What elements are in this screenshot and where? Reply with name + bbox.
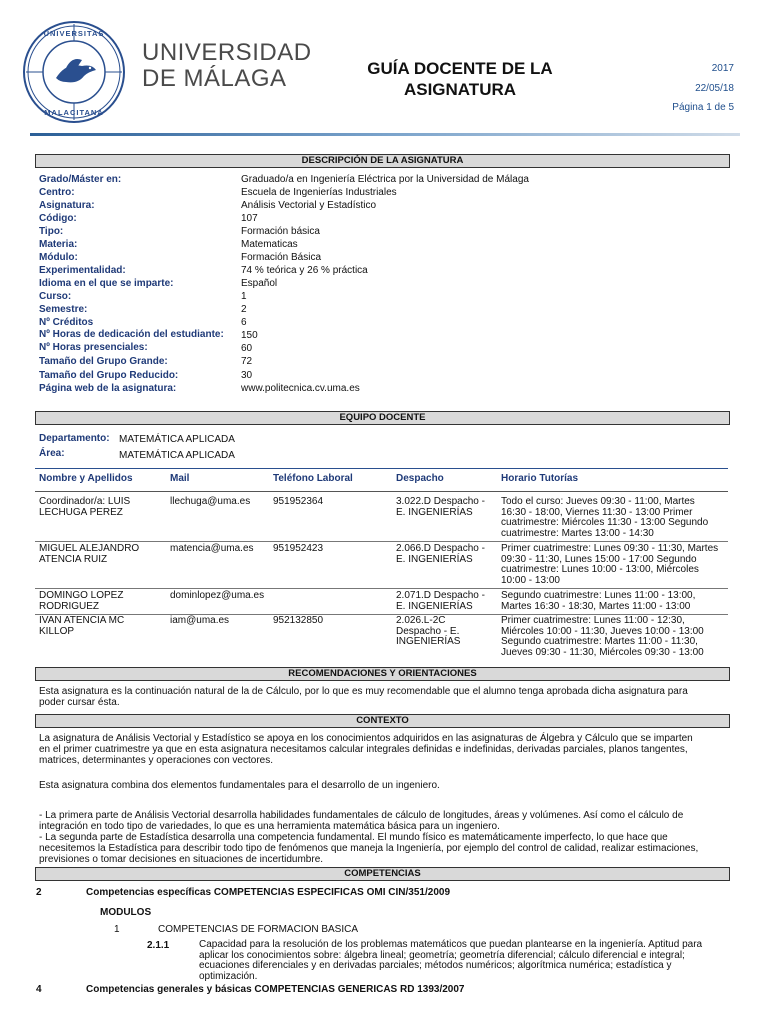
cell-telefono: 952132850 — [273, 615, 324, 626]
contexto-paragraph-2: Esta asignatura combina dos elementos fundamentales para el desarrollo de un ingeniero. — [39, 780, 440, 791]
field-label: Curso: — [39, 291, 72, 302]
field-label: Módulo: — [39, 252, 78, 263]
competencia-item-text-2: Competencias generales y básicas COMPETENCIAS GENERICAS RD 1393/2007 — [86, 984, 465, 995]
cell-horario: Primer cuatrimestre: Lunes 11:00 - 12:30, Miércoles 10:00 - 11:30, Jueves 10:00 - 13:00 Segundo cuatrimestre: Martes 11:00 - 11:30, Jueves 09:30 - 11:30, Miércoles 09:30 - 13:00 — [501, 615, 704, 658]
cell-nombre: IVAN ATENCIA MC KILLOP — [39, 615, 125, 637]
field-value: 1 — [241, 291, 247, 302]
header-divider — [30, 133, 740, 136]
cell-telefono: 951952423 — [273, 543, 324, 554]
field-value: Matematicas — [241, 239, 298, 250]
cell-horario: Todo el curso: Jueves 09:30 - 11:00, Martes 16:30 - 18:00, Viernes 11:30 - 13:00 Primer cuatrimestre: Miércoles 11:30 - 13:00 Segundo cuatrimestre: Martes 13:00 - 14:30 — [501, 496, 709, 539]
page-number: Página 1 de 5 — [672, 102, 734, 113]
contexto-paragraph-3: - La primera parte de Análisis Vectorial desarrolla habilidades fundamentales de cálculo de longitudes, áreas y volúmenes. Así como el cálculo de integración en todo tipo de variedades, lo que es una herramienta matemática básica para un ingeniero. - La segunda parte de Estadística desarrolla una competencia fundamental. El mundo físico es matemáticamente imperfecto, lo que hace que necesitemos la Estadística para describir todo tipo de fenómenos que maneja la Ingeniería, por ejemplo del control de calidad, realizar estimaciones, previsiones o tomar decisiones en situaciones de incertidumbre. — [39, 810, 699, 865]
table-header-rule — [35, 491, 728, 492]
modulos-label: MODULOS — [100, 907, 152, 918]
cell-nombre: Coordinador/a: LUIS LECHUGA PEREZ — [39, 496, 131, 518]
university-name-line1: UNIVERSIDAD — [142, 39, 312, 66]
field-label: Materia: — [39, 239, 78, 250]
title-line2: ASIGNATURA — [403, 80, 517, 99]
title-line1: GUÍA DOCENTE DE LA — [367, 59, 553, 78]
document-year: 2017 — [711, 63, 734, 74]
table-top-rule — [35, 468, 728, 469]
field-value: Graduado/a en Ingeniería Eléctrica por la Universidad de Málaga — [241, 174, 529, 185]
field-label: Idioma en el que se imparte: — [39, 278, 174, 289]
field-label: Semestre: — [39, 304, 88, 315]
recomendaciones-text: Esta asignatura es la continuación natural de la de Cálculo, por lo que es muy recomendable que el alumno tenga aprobada dicha asignatura para poder cursar ésta. — [39, 686, 688, 708]
field-label: Experimentalidad: — [39, 265, 126, 276]
cell-mail[interactable]: llechuga@uma.es — [170, 496, 251, 507]
cell-horario: Segundo cuatrimestre: Lunes 11:00 - 13:00, Martes 16:30 - 18:30, Martes 11:00 - 13:00 — [501, 590, 696, 612]
competencia-item-number-2: 4 — [36, 984, 42, 995]
col-header-despacho: Despacho — [396, 473, 444, 484]
competencia-sub-text: Capacidad para la resolución de los problemas matemáticos que puedan plantearse en la ingeniería. Aptitud para aplicar los conocimientos sobre: álgebra lineal; geometría; geometría diferencial; cálculo diferencial e integral; ecuaciones diferenciales y en derivadas parciales; métodos numéricos; algorítmica numérica; estadística y optimización. — [199, 939, 703, 982]
section-heading-equipo: EQUIPO DOCENTE — [35, 411, 730, 425]
svg-text:UNIVERSITAS: UNIVERSITAS — [43, 29, 105, 38]
field-value: Formación básica — [241, 226, 320, 237]
row-divider — [35, 588, 728, 589]
field-label: Tamaño del Grupo Grande: — [39, 356, 168, 367]
document-title — [330, 58, 590, 100]
field-value: Español — [241, 278, 278, 289]
section-heading-descripcion: DESCRIPCIÓN DE LA ASIGNATURA — [35, 154, 730, 168]
modulo-title: COMPETENCIAS DE FORMACION BASICA — [158, 924, 359, 935]
document-date: 22/05/18 — [695, 83, 734, 94]
col-header-horario: Horario Tutorías — [501, 473, 579, 484]
section-heading-competencias: COMPETENCIAS — [35, 867, 730, 881]
area-label: Área: — [39, 448, 65, 459]
cell-nombre: MIGUEL ALEJANDRO ATENCIA RUIZ — [39, 543, 140, 565]
field-label: Grado/Máster en: — [39, 174, 122, 185]
field-value: 30 — [241, 370, 253, 381]
university-name — [142, 40, 312, 92]
cell-mail[interactable]: matencia@uma.es — [170, 543, 254, 554]
cell-despacho: 2.066.D Despacho - E. INGENIERÍAS — [396, 543, 485, 565]
col-header-mail: Mail — [170, 473, 190, 484]
cell-despacho: 2.071.D Despacho - E. INGENIERÍAS — [396, 590, 485, 612]
contexto-paragraph-1: La asignatura de Análisis Vectorial y Estadístico se apoya en los conocimientos adquiridos en las asignaturas de Álgebra y Cálculo que se imparten en el primer cuatrimestre ya que en esta asignatura necesitamos calcular integrales definidas e indefinidas, derivadas parciales, planos tangentes, matrices, determinantes y operaciones con vectores. — [39, 733, 693, 766]
field-label: Nº Créditos — [39, 317, 94, 328]
field-value: Formación Básica — [241, 252, 322, 263]
departamento-value: MATEMÁTICA APLICADA — [119, 434, 235, 445]
section-heading-contexto: CONTEXTO — [35, 714, 730, 728]
field-label: Asignatura: — [39, 200, 95, 211]
cell-mail[interactable]: dominlopez@uma.es — [170, 590, 265, 601]
field-value: 107 — [241, 213, 258, 224]
competencia-item-text: Competencias específicas COMPETENCIAS ESPECIFICAS OMI CIN/351/2009 — [86, 887, 451, 898]
field-label: Tamaño del Grupo Reducido: — [39, 370, 179, 381]
col-header-telefono: Teléfono Laboral — [273, 473, 353, 484]
field-value: 6 — [241, 317, 247, 328]
area-value: MATEMÁTICA APLICADA — [119, 450, 235, 461]
section-heading-recomendaciones: RECOMENDACIONES Y ORIENTACIONES — [35, 667, 730, 681]
field-value: 74 % teórica y 26 % práctica — [241, 265, 368, 276]
cell-telefono: 951952364 — [273, 496, 324, 507]
row-divider — [35, 541, 728, 542]
svg-text:MALACITANA: MALACITANA — [44, 108, 104, 117]
field-value: 2 — [241, 304, 247, 315]
cell-nombre: DOMINGO LOPEZ RODRIGUEZ — [39, 590, 124, 612]
field-label: Nº Horas presenciales: — [39, 342, 148, 353]
field-value: 72 — [241, 356, 253, 367]
field-value: Escuela de Ingenierías Industriales — [241, 187, 397, 198]
university-name-line2: DE MÁLAGA — [142, 65, 287, 92]
departamento-label: Departamento: — [39, 433, 110, 444]
cell-mail[interactable]: iam@uma.es — [170, 615, 230, 626]
field-value: Análisis Vectorial y Estadístico — [241, 200, 377, 211]
competencia-sub-number: 2.1.1 — [147, 940, 170, 951]
row-divider — [35, 614, 728, 615]
cell-despacho: 2.026.L-2C Despacho - E. INGENIERÍAS — [396, 615, 461, 647]
field-label: Código: — [39, 213, 77, 224]
field-label: Página web de la asignatura: — [39, 383, 177, 394]
col-header-nombre: Nombre y Apellidos — [39, 473, 133, 484]
competencia-item-number: 2 — [36, 887, 42, 898]
university-seal-logo — [22, 20, 126, 124]
modulo-number: 1 — [114, 924, 120, 935]
field-value: 60 — [241, 343, 253, 354]
cell-horario: Primer cuatrimestre: Lunes 09:30 - 11:30, Martes 09:30 - 11:30, Lunes 15:00 - 17:00 Segundo cuatrimestre: Lunes 10:00 - 13:00, Miércoles 10:00 - 13:00 — [501, 543, 719, 586]
field-label: Centro: — [39, 187, 75, 198]
field-label: Tipo: — [39, 226, 64, 237]
field-label: Nº Horas de dedicación del estudiante: — [39, 329, 224, 340]
field-value[interactable]: www.politecnica.cv.uma.es — [241, 383, 360, 394]
cell-despacho: 3.022.D Despacho - E. INGENIERÍAS — [396, 496, 485, 518]
field-value: 150 — [241, 330, 258, 341]
